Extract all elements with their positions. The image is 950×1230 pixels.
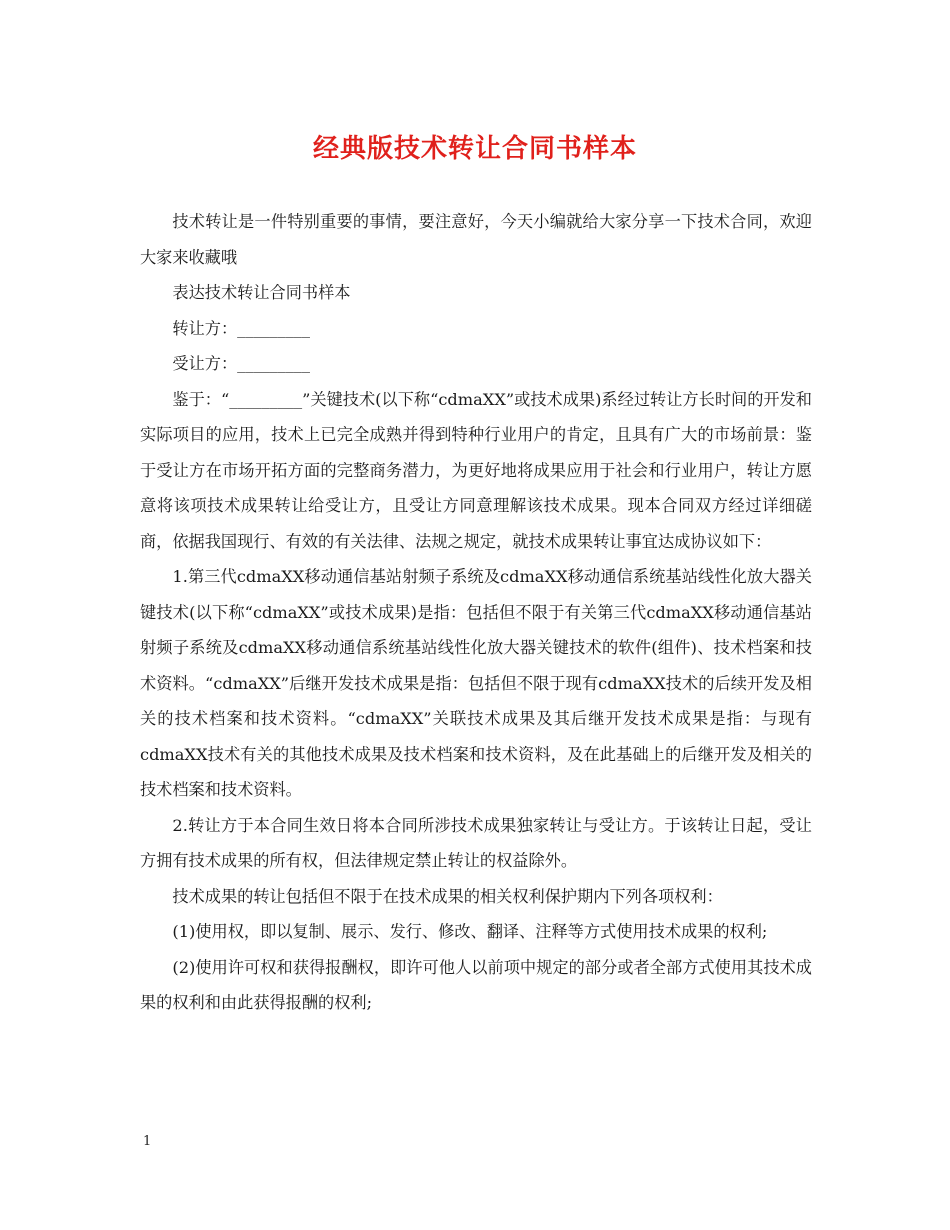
paragraph-clause-1: 1.第三代cdmaXX移动通信基站射频子系统及cdmaXX移动通信系统基站线性化放大器关键技术(以下称“cdmaXX”或技术成果)是指：包括但不限于有关第三代cdmaXX移动通信基站射频子系统及cdmaXX移动通信系统基站线性化放大器关键技术的软件(组件)、技术档案和技术资料。“cdmaXX”后继开发技术成果是指：包括但不限于现有cdmaXX技术的后续开发及相关的技术档案和技术资料。“cdmaXX”关联技术成果及其后继开发技术成果是指：与现有cdmaXX技术有关的其他技术成果及技术档案和技术资料，及在此基础上的后继开发及相关的技术档案和技术资料。 — [140, 567, 812, 799]
document-body — [140, 204, 812, 1021]
paragraph-subtitle: 表达技术转让合同书样本 — [172, 283, 351, 302]
document-title: 经典版技术转让合同书样本 — [312, 134, 637, 164]
page-number: 1 — [143, 1134, 152, 1149]
paragraph-whereas: 鉴于：“_________”关键技术(以下称“cdmaXX”或技术成果)系经过转让方长时间的开发和实际项目的应用，技术上已完全成熟并得到特种行业用户的肯定，且具有广大的市场前景：鉴于受让方在市场开拓方面的完整商务潜力，为更好地将成果应用于社会和行业用户，转让方愿意将该项技术成果转让给受让方，且受让方同意理解该技术成果。现本合同双方经过详细磋商，依据我国现行、有效的有关法律、法规之规定，就技术成果转让事宜达成协议如下： — [140, 389, 812, 551]
paragraph-rights-intro: 技术成果的转让包括但不限于在技术成果的相关权利保护期内下列各项权利： — [172, 886, 723, 906]
paragraph-transferor: 转让方：_________ — [172, 318, 310, 338]
paragraph-intro: 技术转让是一件特别重要的事情，要注意好，今天小编就给大家分享一下技术合同，欢迎大家来收藏哦 — [140, 212, 812, 267]
paragraph-transferee: 受让方：_________ — [172, 354, 310, 373]
paragraph-right-1: (1)使用权，即以复制、展示、发行、修改、翻译、注释等方式使用技术成果的权利; — [172, 922, 768, 941]
paragraph-clause-2: 2.转让方于本合同生效日将本合同所涉技术成果独家转让与受让方。于该转让日起，受让方拥有技术成果的所有权，但法律规定禁止转让的权益除外。 — [140, 815, 812, 870]
paragraph-right-2: (2)使用许可权和获得报酬权，即许可他人以前项中规定的部分或者全部方式使用其技术成果的权利和由此获得报酬的权利; — [140, 957, 812, 1012]
